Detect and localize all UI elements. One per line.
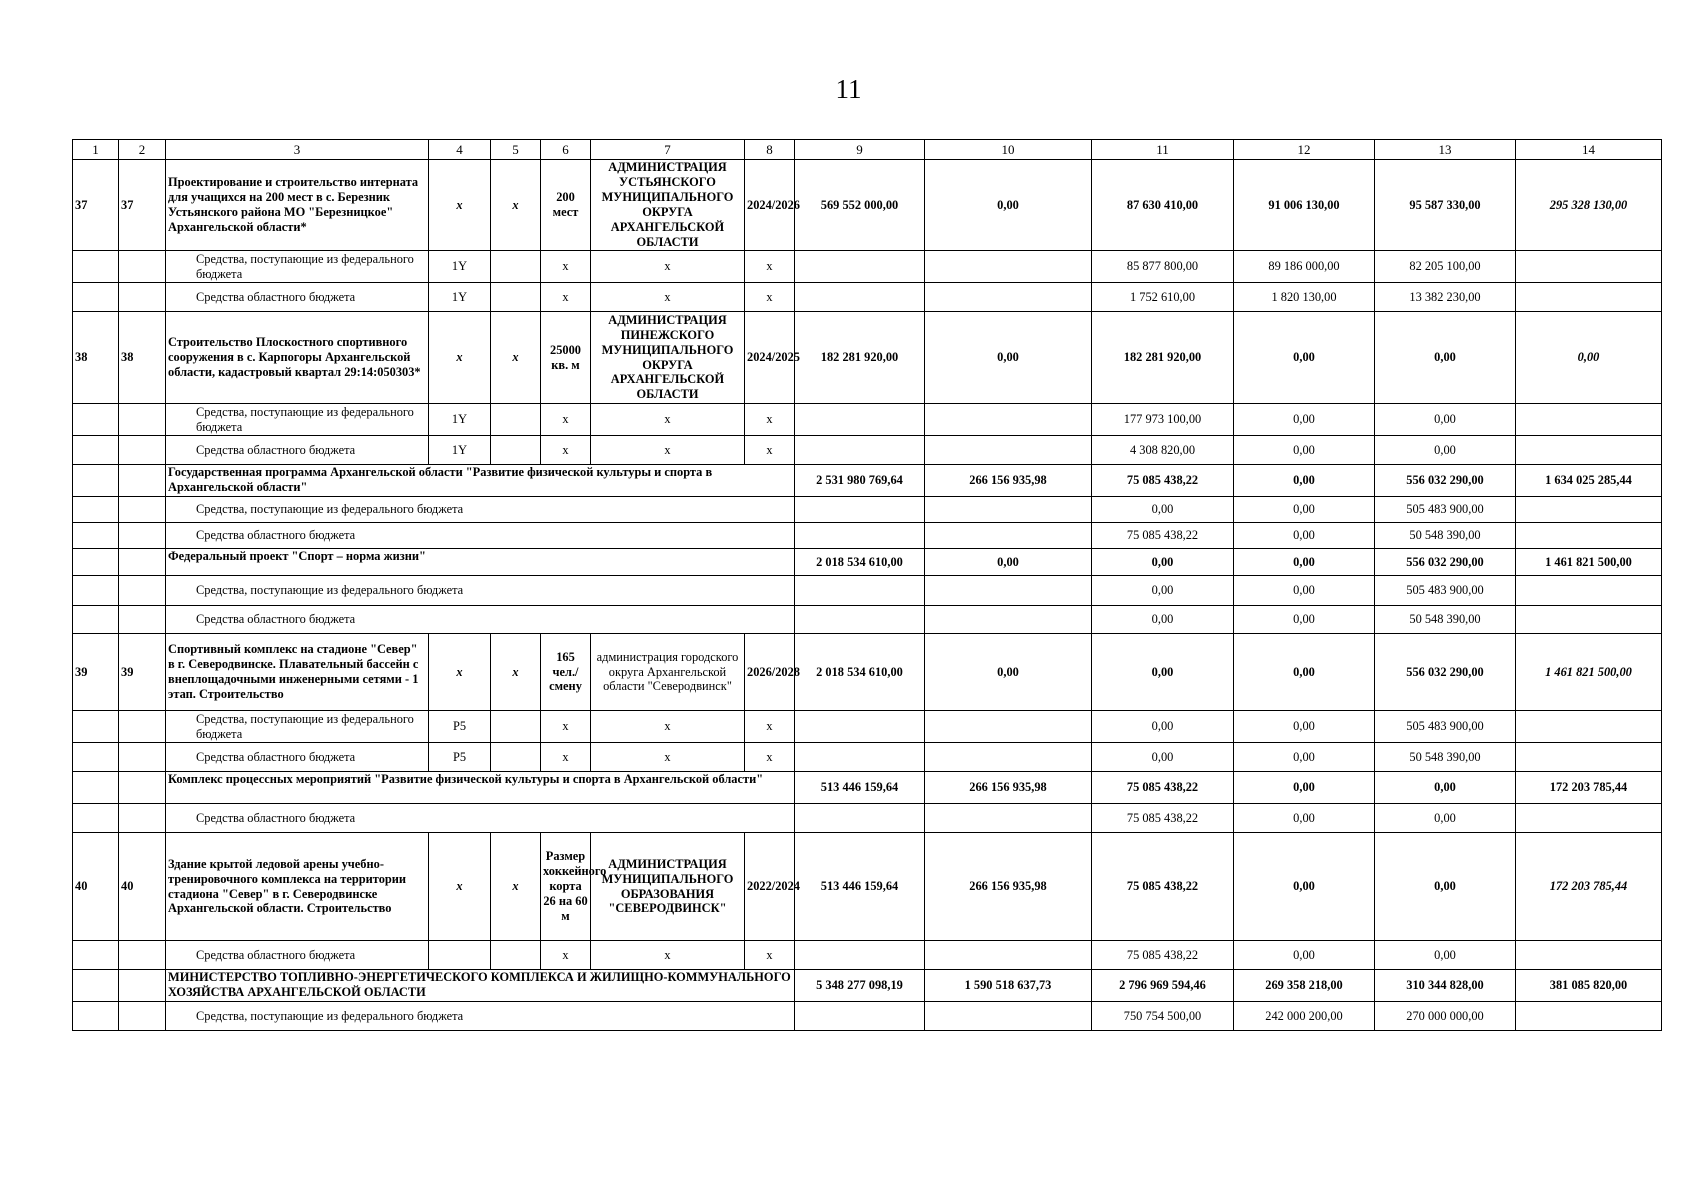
total-cost: 2 018 534 610,00 [795,634,925,711]
object-name: Средства областного бюджета [166,283,429,312]
table-row-object [73,160,1662,251]
customer: АДМИНИСТРАЦИЯ МУНИЦИПАЛЬНОГО ОБРАЗОВАНИЯ "СЕВЕРОДВИНСК" [591,833,745,941]
capacity: x [541,436,591,465]
table-row-sub [73,941,1662,970]
period: 2024/2025 [745,312,795,404]
value-col-10: 1 590 518 637,73 [925,970,1092,1002]
value-col-11: 75 085 438,22 [1092,833,1234,941]
value-col-9 [795,497,925,523]
table-row-program [73,549,1662,576]
code-col-5: x [491,833,541,941]
table-row-progsub [73,523,1662,549]
value-col-14: 172 203 785,44 [1516,833,1662,941]
object-number: 37 [119,160,166,251]
table-row-program [73,465,1662,497]
code-col-5 [491,436,541,465]
budget-table [72,139,1662,1031]
column-number-2: 2 [119,140,166,160]
value-col-11: 75 085 438,22 [1092,772,1234,804]
value-col-11: 75 085 438,22 [1092,941,1234,970]
object-number [119,970,166,1002]
column-number-9: 9 [795,140,925,160]
code-col-4: 1Y [429,283,491,312]
value-col-12: 0,00 [1234,404,1375,436]
row-number: 37 [73,160,119,251]
row-number: 38 [73,312,119,404]
value-col-11: 0,00 [1092,576,1234,606]
value-col-9: 2 531 980 769,64 [795,465,925,497]
row-number [73,772,119,804]
funding-source: Средства областного бюджета [166,804,795,833]
customer: x [591,711,745,743]
code-col-4: 1Y [429,404,491,436]
column-number-3: 3 [166,140,429,160]
object-number [119,549,166,576]
value-col-11: 0,00 [1092,711,1234,743]
object-number [119,465,166,497]
value-col-10 [925,497,1092,523]
value-col-9 [795,576,925,606]
value-col-11: 1 752 610,00 [1092,283,1234,312]
table-row-program [73,970,1662,1002]
value-col-10 [925,576,1092,606]
row-number [73,523,119,549]
funding-source: Средства, поступающие из федерального бюджета [166,576,795,606]
value-col-14 [1516,743,1662,772]
value-col-9 [795,606,925,634]
value-col-13: 0,00 [1375,404,1516,436]
value-col-10: 0,00 [925,549,1092,576]
value-col-13: 82 205 100,00 [1375,251,1516,283]
object-number [119,804,166,833]
object-name: Средства, поступающие из федерального бюджета [166,404,429,436]
value-col-12: 242 000 200,00 [1234,1002,1375,1031]
period: 2026/2028 [745,634,795,711]
column-number-row [73,140,1662,160]
code-col-5 [491,743,541,772]
value-col-11: 4 308 820,00 [1092,436,1234,465]
value-col-9 [795,804,925,833]
code-col-5: x [491,160,541,251]
total-cost [795,711,925,743]
column-number-1: 1 [73,140,119,160]
code-col-4: x [429,312,491,404]
row-number [73,465,119,497]
object-name: Средства областного бюджета [166,436,429,465]
table-row-object [73,833,1662,941]
funding-source: Средства областного бюджета [166,606,795,634]
column-number-12: 12 [1234,140,1375,160]
row-number [73,804,119,833]
object-number [119,436,166,465]
value-col-14 [1516,576,1662,606]
row-number [73,549,119,576]
value-col-11: 0,00 [1092,743,1234,772]
value-col-14: 1 461 821 500,00 [1516,549,1662,576]
value-col-10: 266 156 935,98 [925,772,1092,804]
value-col-12: 269 358 218,00 [1234,970,1375,1002]
col-10: 0,00 [925,312,1092,404]
col-10 [925,436,1092,465]
customer: администрация городского округа Архангельской области "Северодвинск" [591,634,745,711]
total-cost [795,251,925,283]
value-col-11: 87 630 410,00 [1092,160,1234,251]
capacity: x [541,283,591,312]
total-cost [795,404,925,436]
col-10: 266 156 935,98 [925,833,1092,941]
value-col-13: 0,00 [1375,833,1516,941]
period: x [745,743,795,772]
value-col-10 [925,606,1092,634]
value-col-14 [1516,941,1662,970]
object-number [119,743,166,772]
value-col-11: 182 281 920,00 [1092,312,1234,404]
program-title: Комплекс процессных мероприятий "Развитие физической культуры и спорта в Архангельской области" [166,772,795,804]
period: x [745,251,795,283]
object-number: 40 [119,833,166,941]
value-col-12: 0,00 [1234,634,1375,711]
object-number: 39 [119,634,166,711]
capacity: x [541,941,591,970]
value-col-11: 85 877 800,00 [1092,251,1234,283]
period: x [745,404,795,436]
total-cost [795,941,925,970]
capacity: x [541,711,591,743]
value-col-12: 0,00 [1234,833,1375,941]
value-col-14 [1516,436,1662,465]
table-row-progsub [73,497,1662,523]
value-col-14: 381 085 820,00 [1516,970,1662,1002]
value-col-14: 295 328 130,00 [1516,160,1662,251]
value-col-14 [1516,523,1662,549]
program-title: Федеральный проект "Спорт – норма жизни" [166,549,795,576]
value-col-12: 0,00 [1234,804,1375,833]
object-number [119,1002,166,1031]
code-col-4: P5 [429,711,491,743]
value-col-9: 513 446 159,64 [795,772,925,804]
object-name: Проектирование и строительство интерната для учащихся на 200 мест в с. Березник Устьянского района МО "Березницкое" Архангельской области* [166,160,429,251]
row-number: 40 [73,833,119,941]
object-name: Средства, поступающие из федерального бюджета [166,251,429,283]
total-cost: 182 281 920,00 [795,312,925,404]
total-cost [795,283,925,312]
customer: x [591,941,745,970]
column-number-14: 14 [1516,140,1662,160]
row-number: 39 [73,634,119,711]
funding-source: Средства областного бюджета [166,523,795,549]
row-number [73,283,119,312]
column-number-8: 8 [745,140,795,160]
code-col-4: x [429,634,491,711]
capacity: x [541,251,591,283]
value-col-13: 310 344 828,00 [1375,970,1516,1002]
column-number-11: 11 [1092,140,1234,160]
capacity: x [541,404,591,436]
capacity: 200 мест [541,160,591,251]
value-col-13: 505 483 900,00 [1375,497,1516,523]
customer: x [591,251,745,283]
period: x [745,941,795,970]
column-number-4: 4 [429,140,491,160]
row-number [73,251,119,283]
code-col-4: 1Y [429,436,491,465]
code-col-4: x [429,160,491,251]
value-col-13: 0,00 [1375,312,1516,404]
funding-source: Средства, поступающие из федерального бюджета [166,497,795,523]
program-title: Государственная программа Архангельской области "Развитие физической культуры и спорта в Архангельской области" [166,465,795,497]
funding-source: Средства, поступающие из федерального бюджета [166,1002,795,1031]
value-col-12: 0,00 [1234,549,1375,576]
col-10 [925,941,1092,970]
capacity: x [541,743,591,772]
value-col-12: 0,00 [1234,465,1375,497]
row-number [73,711,119,743]
code-col-5 [491,404,541,436]
table-row-progsub [73,606,1662,634]
col-10 [925,711,1092,743]
customer: АДМИНИСТРАЦИЯ УСТЬЯНСКОГО МУНИЦИПАЛЬНОГО ОКРУГА АРХАНГЕЛЬСКОЙ ОБЛАСТИ [591,160,745,251]
table-row-progsub [73,576,1662,606]
column-number-6: 6 [541,140,591,160]
value-col-10 [925,1002,1092,1031]
table-row-progsub [73,1002,1662,1031]
value-col-10 [925,523,1092,549]
value-col-12: 0,00 [1234,606,1375,634]
object-name: Средства областного бюджета [166,941,429,970]
object-name: Средства областного бюджета [166,743,429,772]
table-row-object [73,634,1662,711]
value-col-11: 177 973 100,00 [1092,404,1234,436]
row-number [73,436,119,465]
col-10 [925,283,1092,312]
row-number [73,404,119,436]
value-col-13: 0,00 [1375,804,1516,833]
column-number-5: 5 [491,140,541,160]
object-number [119,283,166,312]
table-row-sub [73,711,1662,743]
object-number [119,576,166,606]
code-col-5 [491,941,541,970]
row-number [73,1002,119,1031]
page-number: 11 [835,74,862,104]
code-col-5 [491,711,541,743]
capacity: Размер хоккейного корта 26 на 60 м [541,833,591,941]
value-col-14: 1 634 025 285,44 [1516,465,1662,497]
value-col-13: 50 548 390,00 [1375,743,1516,772]
value-col-12: 0,00 [1234,772,1375,804]
code-col-4: x [429,833,491,941]
row-number [73,606,119,634]
value-col-14 [1516,404,1662,436]
code-col-5: x [491,312,541,404]
customer: x [591,436,745,465]
value-col-13: 0,00 [1375,772,1516,804]
value-col-12: 0,00 [1234,941,1375,970]
value-col-10: 266 156 935,98 [925,465,1092,497]
table-row-sub [73,743,1662,772]
value-col-11: 750 754 500,00 [1092,1002,1234,1031]
value-col-11: 75 085 438,22 [1092,523,1234,549]
value-col-12: 0,00 [1234,576,1375,606]
row-number [73,941,119,970]
value-col-12: 0,00 [1234,436,1375,465]
value-col-13: 270 000 000,00 [1375,1002,1516,1031]
customer: x [591,404,745,436]
value-col-10 [925,804,1092,833]
column-number-10: 10 [925,140,1092,160]
period: 2022/2024 [745,833,795,941]
period: x [745,711,795,743]
value-col-12: 0,00 [1234,312,1375,404]
value-col-14: 172 203 785,44 [1516,772,1662,804]
total-cost [795,743,925,772]
total-cost [795,436,925,465]
object-number [119,772,166,804]
value-col-13: 0,00 [1375,436,1516,465]
capacity: 165 чел./смену [541,634,591,711]
period: x [745,436,795,465]
value-col-13: 50 548 390,00 [1375,523,1516,549]
value-col-12: 1 820 130,00 [1234,283,1375,312]
total-cost: 513 446 159,64 [795,833,925,941]
col-10 [925,251,1092,283]
object-number [119,606,166,634]
capacity: 25000 кв. м [541,312,591,404]
table-row-progsub [73,804,1662,833]
value-col-13: 505 483 900,00 [1375,576,1516,606]
col-10: 0,00 [925,160,1092,251]
value-col-12: 0,00 [1234,497,1375,523]
object-number [119,251,166,283]
value-col-11: 0,00 [1092,606,1234,634]
table-row-sub [73,404,1662,436]
value-col-11: 0,00 [1092,497,1234,523]
value-col-9: 2 018 534 610,00 [795,549,925,576]
value-col-14 [1516,283,1662,312]
table-row-sub [73,436,1662,465]
object-name: Средства, поступающие из федерального бюджета [166,711,429,743]
object-number [119,497,166,523]
value-col-13: 556 032 290,00 [1375,465,1516,497]
period: x [745,283,795,312]
code-col-4: P5 [429,743,491,772]
object-number [119,941,166,970]
object-number [119,711,166,743]
code-col-4: 1Y [429,251,491,283]
value-col-14 [1516,251,1662,283]
value-col-9: 5 348 277 098,19 [795,970,925,1002]
value-col-13: 0,00 [1375,941,1516,970]
value-col-12: 0,00 [1234,711,1375,743]
value-col-9 [795,523,925,549]
value-col-14: 0,00 [1516,312,1662,404]
value-col-14 [1516,804,1662,833]
value-col-13: 556 032 290,00 [1375,634,1516,711]
value-col-13: 505 483 900,00 [1375,711,1516,743]
object-name: Спортивный комплекс на стадионе "Север" в г. Северодвинске. Плавательный бассейн с внеплощадочными инженерными сетями - 1 этап. Строительство [166,634,429,711]
code-col-5 [491,251,541,283]
column-number-13: 13 [1375,140,1516,160]
table-row-object [73,312,1662,404]
table-row-sub [73,283,1662,312]
customer: x [591,283,745,312]
customer: АДМИНИСТРАЦИЯ ПИНЕЖСКОГО МУНИЦИПАЛЬНОГО ОКРУГА АРХАНГЕЛЬСКОЙ ОБЛАСТИ [591,312,745,404]
period: 2024/2026 [745,160,795,251]
col-10 [925,404,1092,436]
program-title: МИНИСТЕРСТВО ТОПЛИВНО-ЭНЕРГЕТИЧЕСКОГО КОМПЛЕКСА И ЖИЛИЩНО-КОММУНАЛЬНОГО ХОЗЯЙСТВА АРХАНГЕЛЬСКОЙ ОБЛАСТИ [166,970,795,1002]
value-col-11: 0,00 [1092,634,1234,711]
value-col-12: 0,00 [1234,523,1375,549]
value-col-13: 556 032 290,00 [1375,549,1516,576]
row-number [73,970,119,1002]
row-number [73,576,119,606]
object-name: Строительство Плоскостного спортивного сооружения в с. Карпогоры Архангельской области, кадастровый квартал 29:14:050303* [166,312,429,404]
column-number-7: 7 [591,140,745,160]
value-col-11: 2 796 969 594,46 [1092,970,1234,1002]
value-col-12: 89 186 000,00 [1234,251,1375,283]
object-number [119,523,166,549]
col-10 [925,743,1092,772]
row-number [73,743,119,772]
value-col-14 [1516,497,1662,523]
total-cost: 569 552 000,00 [795,160,925,251]
object-number [119,404,166,436]
value-col-11: 75 085 438,22 [1092,465,1234,497]
value-col-12: 0,00 [1234,743,1375,772]
value-col-9 [795,1002,925,1031]
value-col-14 [1516,711,1662,743]
col-10: 0,00 [925,634,1092,711]
value-col-12: 91 006 130,00 [1234,160,1375,251]
code-col-5 [491,283,541,312]
code-col-4 [429,941,491,970]
object-name: Здание крытой ледовой арены учебно-тренировочного комплекса на территории стадиона "Север" в г. Северодвинске Архангельской области. Строительство [166,833,429,941]
value-col-14 [1516,1002,1662,1031]
value-col-14: 1 461 821 500,00 [1516,634,1662,711]
code-col-5: x [491,634,541,711]
table-row-program [73,772,1662,804]
row-number [73,497,119,523]
value-col-13: 95 587 330,00 [1375,160,1516,251]
value-col-11: 75 085 438,22 [1092,804,1234,833]
value-col-13: 50 548 390,00 [1375,606,1516,634]
value-col-14 [1516,606,1662,634]
customer: x [591,743,745,772]
table-row-sub [73,251,1662,283]
value-col-13: 13 382 230,00 [1375,283,1516,312]
object-number: 38 [119,312,166,404]
value-col-11: 0,00 [1092,549,1234,576]
